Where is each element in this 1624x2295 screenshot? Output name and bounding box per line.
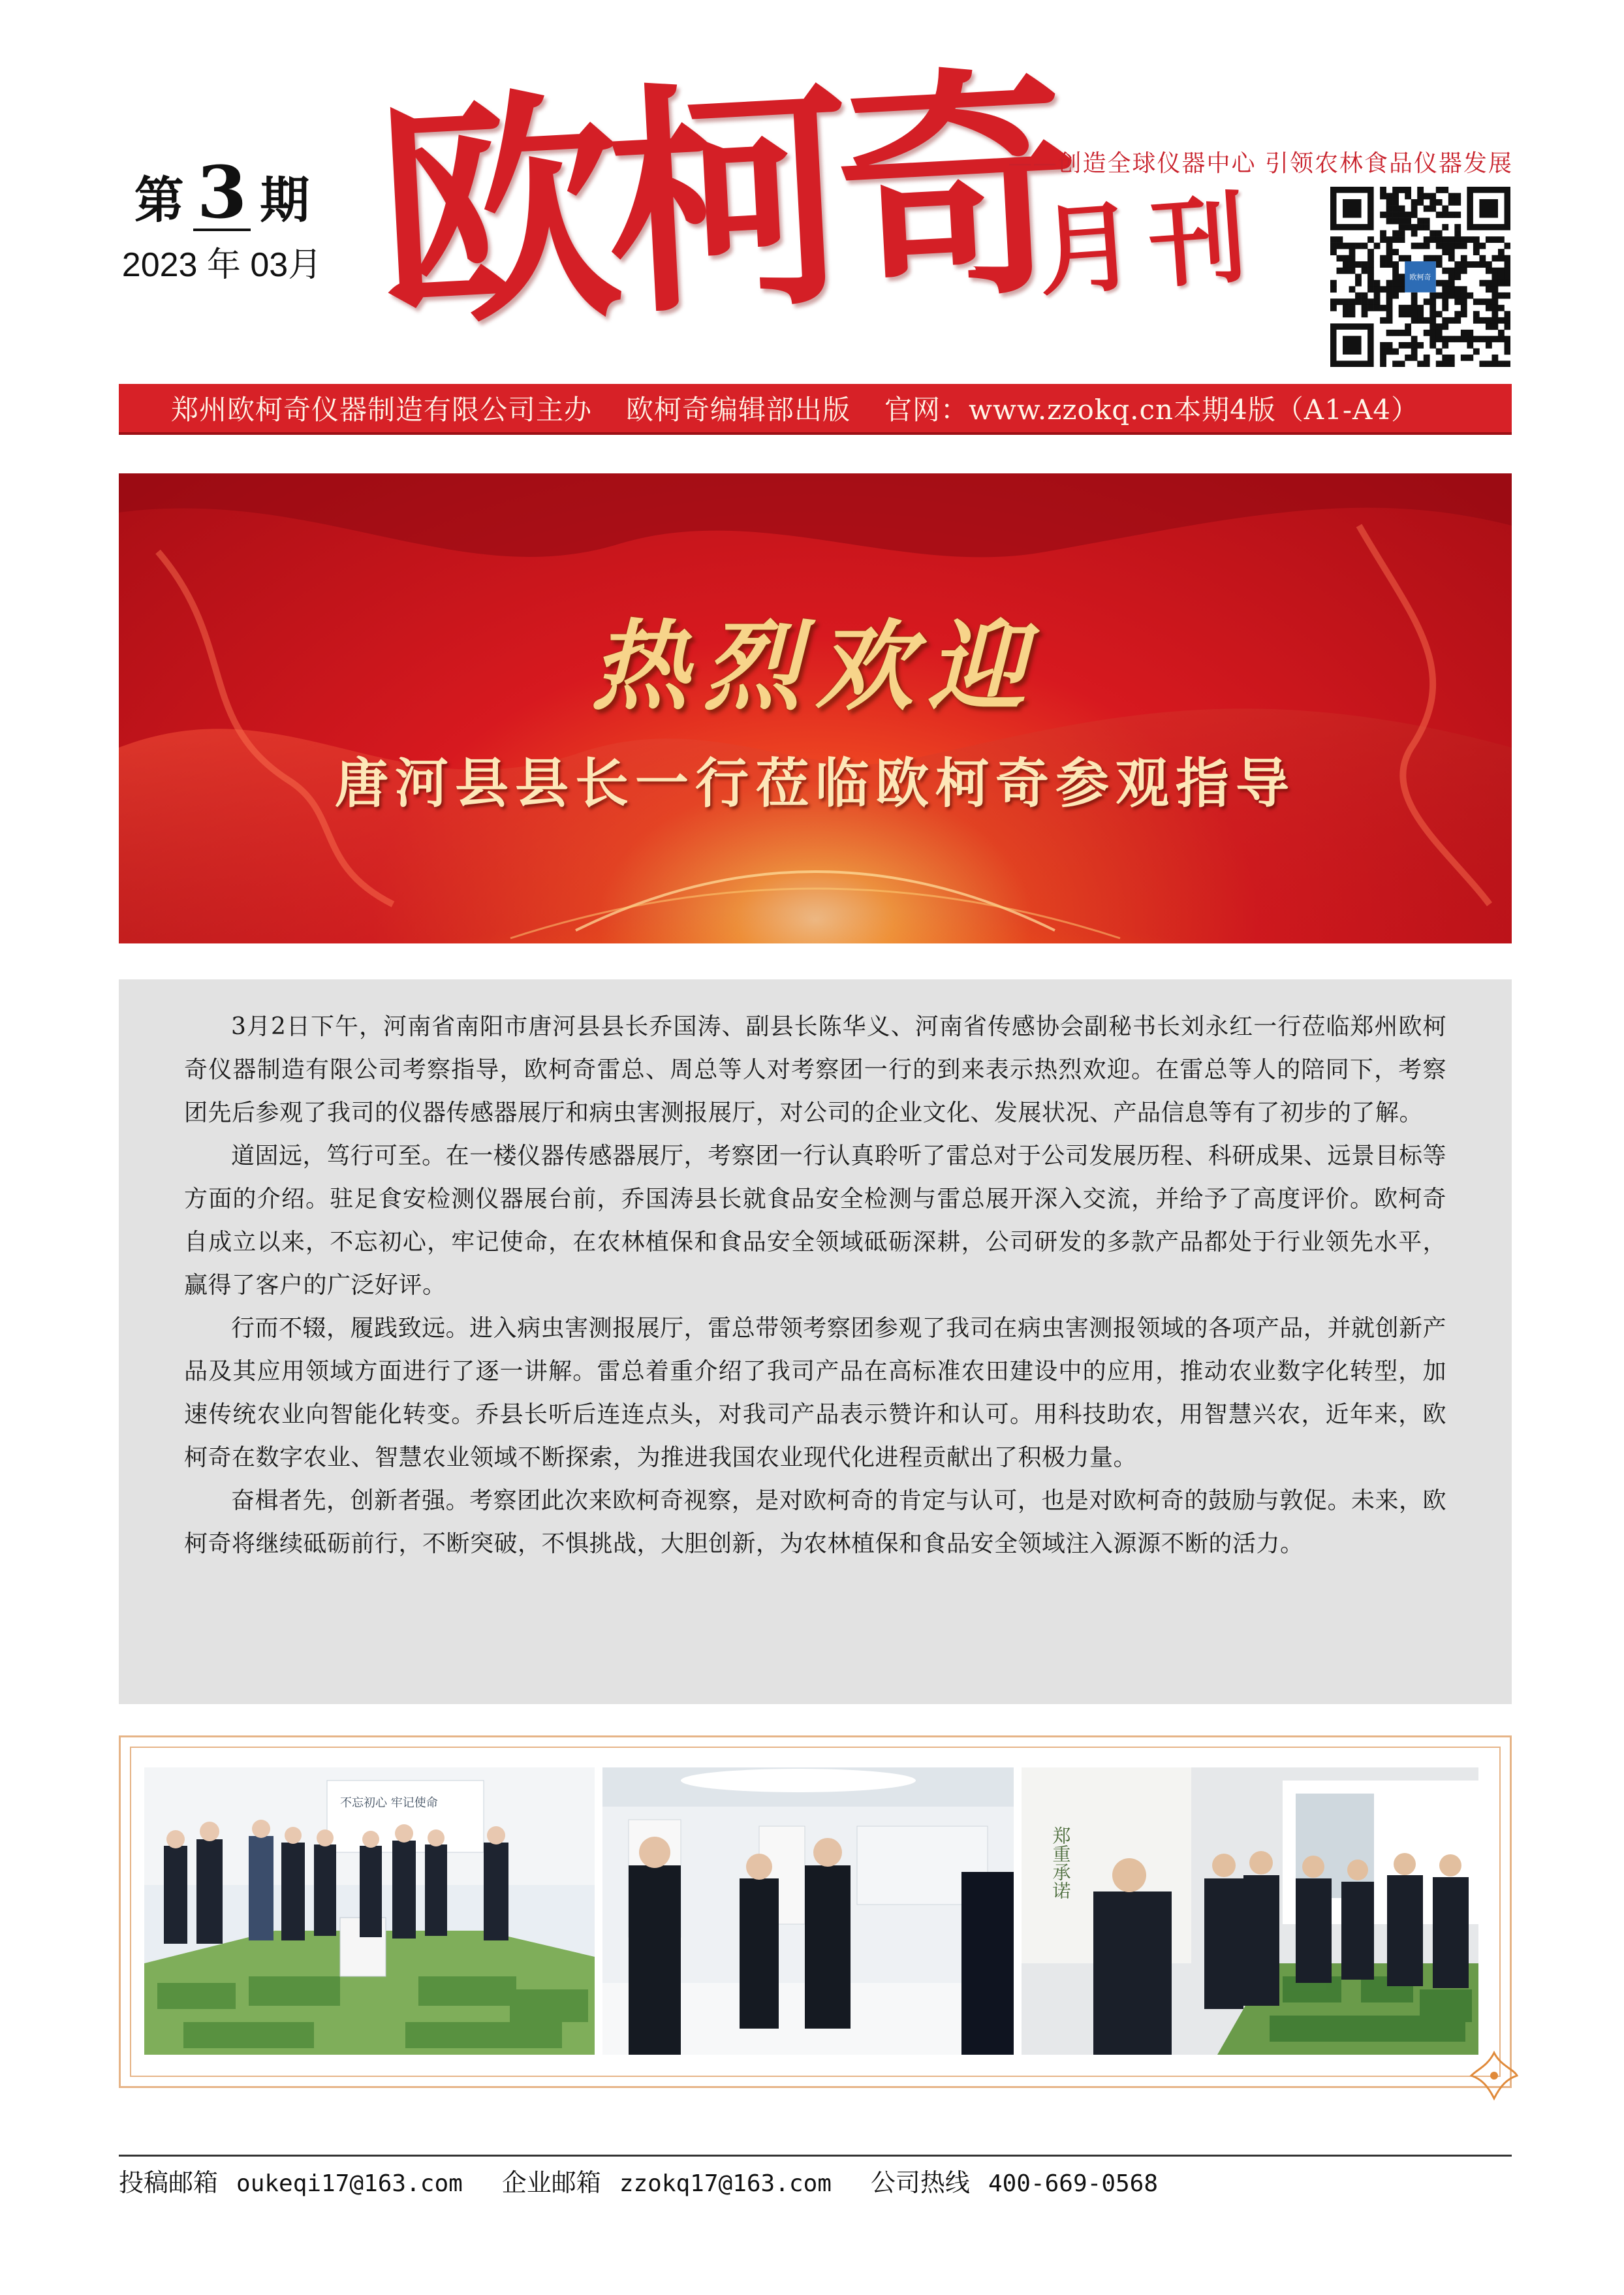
article-paragraph: 道固远，笃行可至。在一楼仪器传感器展厅，考察团一行认真聆听了雷总对于公司发展历程、科研成果、远景目标等方面的介绍。驻足食安检测仪器展台前，乔国涛县长就食品安全检测与雷总展开深入交流，并给予了高度评价。欧柯奇自成立以来，不忘初心，牢记使命，在农林植保和食品安全领域砥砺深耕，公司研发的多款产品都处于行业领先水平，赢得了客户的广泛好评。	[184, 1143, 1446, 1299]
issue-number-line	[111, 150, 333, 234]
submission-contact	[119, 2162, 463, 2198]
photo3-wall-text: 郑重承诺	[1050, 1826, 1072, 1899]
photo-pest-forecast-hall[interactable]	[1022, 1767, 1478, 2055]
publication-info-bar	[119, 384, 1512, 435]
article-paragraph: 行而不辍，履践致远。进入病虫害测报展厅，雷总带领考察团参观了我司在病虫害测报领域的各项产品，并就创新产品及其应用领域方面进行了逐一讲解。雷总着重介绍了我司产品在高标准农田建设中的应用，推动农业数字化转型，加速传统农业向智能化转变。乔县长听后连连点头，对我司产品表示赞许和认可。用科技助农，用智慧兴农，近年来，欧柯奇在数字农业、智慧农业领域不断探索，为推进我国农业现代化进程贡献出了积极力量。	[184, 1315, 1446, 1471]
photo-sensor-showroom[interactable]	[602, 1767, 1014, 2055]
publisher-text: 欧柯奇编辑部出版	[626, 394, 851, 426]
masthead-logo-subtitle: 月刊	[1034, 180, 1264, 310]
sponsor-text: 郑州欧柯奇仪器制造有限公司主办	[171, 394, 593, 426]
photo-gallery-frame	[119, 1735, 1512, 2088]
hotline-number[interactable]: 400-669-0568	[988, 2170, 1159, 2197]
qr-center-label: 欧柯奇	[1409, 272, 1431, 281]
hotline-label: 公司热线	[870, 2168, 970, 2197]
submission-email-label: 投稿邮箱	[119, 2168, 219, 2197]
issue-block	[111, 150, 333, 286]
banner-subtitle: 唐河县县长一行莅临欧柯奇参观指导	[334, 753, 1296, 815]
photo-exhibition-hall[interactable]	[144, 1767, 595, 2055]
masthead-slogan: ——创造全球仪器中心 引领农林食品仪器发展	[1008, 150, 1513, 177]
website-text: 官网：www.zzokq.cn	[884, 394, 1174, 426]
edition-text: 本期4版（A1-A4）	[1174, 394, 1420, 426]
issue-suffix: 期	[260, 171, 310, 229]
qr-code-graphic	[1330, 187, 1510, 367]
article-paragraph: 奋楫者先，创新者强。考察团此次来欧柯奇视察，是对欧柯奇的肯定与认可，也是对欧柯奇的鼓励与敦促。未来，欧柯奇将继续砥砺前行，不断突破，不惧挑战，大胆创新，为农林植保和食品安全领域注入源源不断的活力。	[184, 1487, 1446, 1557]
website-link[interactable]	[884, 388, 1419, 428]
qr-code[interactable]	[1330, 187, 1510, 367]
issue-number: 3	[193, 157, 251, 231]
corporate-email-label: 企业邮箱	[501, 2168, 601, 2197]
footer-divider	[119, 2155, 1512, 2157]
article-body	[119, 979, 1512, 1704]
welcome-banner	[119, 473, 1512, 943]
issue-prefix: 第	[134, 171, 184, 229]
photo-sensor-showroom-image	[602, 1767, 1014, 2055]
corner-ornament-icon	[1468, 2050, 1520, 2102]
photo1-wall-text: 不忘初心 牢记使命	[340, 1796, 438, 1810]
corporate-contact	[502, 2162, 832, 2198]
photo-pest-forecast-hall-image	[1022, 1767, 1478, 2055]
hotline-contact	[871, 2162, 1158, 2198]
footer-contacts	[119, 2162, 1512, 2198]
corporate-email-link[interactable]: zzokq17@163.com	[619, 2170, 832, 2197]
banner-title: 热烈欢迎	[590, 609, 1040, 724]
submission-email-link[interactable]: oukeqi17@163.com	[236, 2170, 463, 2197]
article-paragraph: 3月2日下午，河南省南阳市唐河县县长乔国涛、副县长陈华义、河南省传感协会副秘书长刘永红一行莅临郑州欧柯奇仪器制造有限公司考察指导，欧柯奇雷总、周总等人对考察团一行的到来表示热烈欢迎。在雷总等人的陪同下，考察团先后参观了我司的仪器传感器展厅和病虫害测报展厅，对公司的企业文化、发展状况、产品信息等有了初步的了解。	[184, 1013, 1446, 1126]
issue-date: 2023 年 03月	[121, 246, 322, 284]
photo-exhibition-hall-image	[144, 1767, 595, 2055]
masthead-logo: 欧柯奇	[371, 41, 1074, 360]
